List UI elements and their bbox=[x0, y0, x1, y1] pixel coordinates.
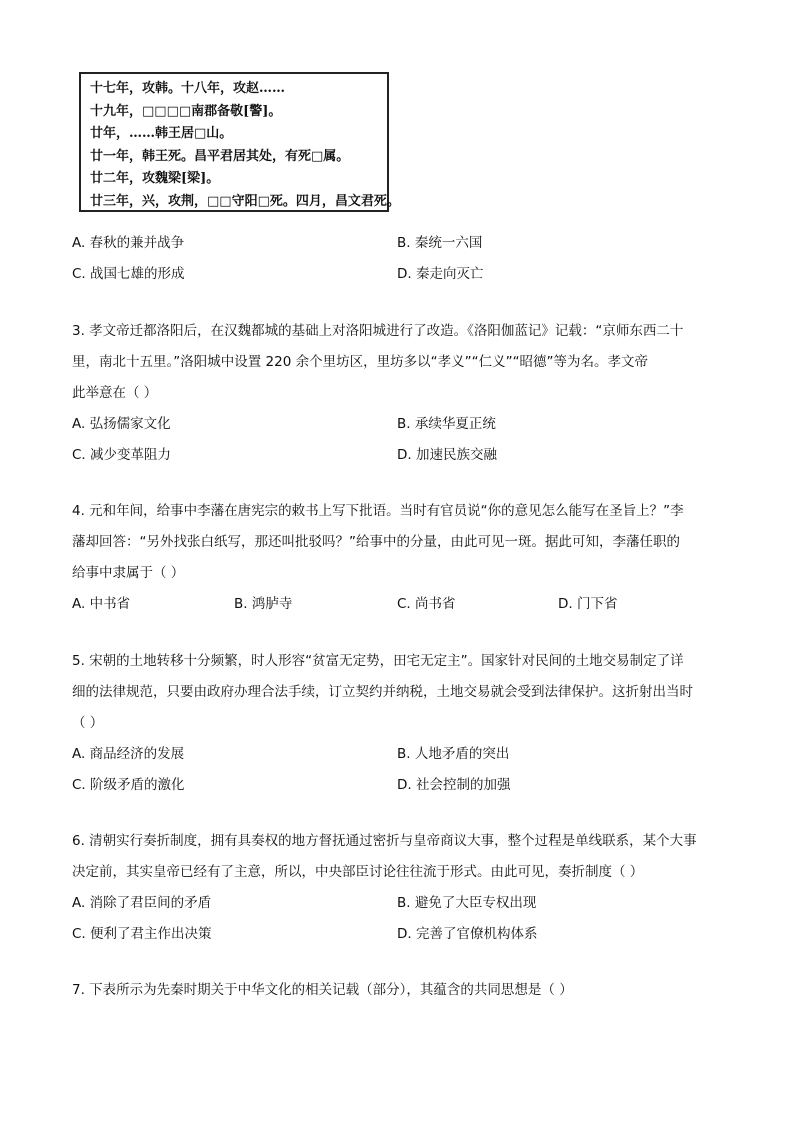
excerpt-line: 廿一年，韩王死。昌平君居其处，有死□属。 bbox=[90, 148, 350, 164]
q4-option-c[interactable]: C. 尚书省 bbox=[397, 596, 456, 612]
q4-option-d[interactable]: D. 门下省 bbox=[558, 596, 618, 612]
q5-stem-line-2: 细的法律规范，只要由政府办理合法手续，订立契约并纳税，土地交易就会受到法律保护。这折射出当时 bbox=[72, 684, 693, 700]
q6-option-b[interactable]: B. 避免了大臣专权出现 bbox=[397, 895, 537, 911]
q4-stem-line-1: 4. 元和年间，给事中李藩在唐宪宗的敕书上写下批语。当时有官员说“你的意见怎么能写在圣旨上？”李 bbox=[72, 503, 684, 519]
q3-option-b[interactable]: B. 承续华夏正统 bbox=[397, 416, 496, 432]
q4-option-a[interactable]: A. 中书省 bbox=[72, 596, 131, 612]
q5-option-b[interactable]: B. 人地矛盾的突出 bbox=[397, 746, 510, 762]
q4-stem-line-3: 给事中隶属于（ ） bbox=[72, 565, 185, 581]
q3-stem-line-1: 3. 孝文帝迁都洛阳后，在汉魏都城的基础上对洛阳城进行了改造。《洛阳伽蓝记》记载：“京师东西二十 bbox=[72, 323, 684, 339]
excerpt-line: 廿二年，攻魏梁[梁]。 bbox=[90, 171, 220, 186]
q3-stem-line-2: 里，南北十五里。”洛阳城中设置 220 余个里坊区，里坊多以“孝义”“仁义”“昭德”等为名。孝文帝 bbox=[72, 354, 649, 370]
excerpt-box bbox=[79, 72, 400, 212]
q2-option-b[interactable]: B. 秦统一六国 bbox=[397, 235, 483, 251]
q3-option-a[interactable]: A. 弘扬儒家文化 bbox=[72, 416, 171, 432]
q5-option-c[interactable]: C. 阶级矛盾的激化 bbox=[72, 777, 185, 793]
q6-stem-line-1: 6. 清朝实行奏折制度，拥有具奏权的地方督抚通过密折与皇帝商议大事，整个过程是单线联系，某个大事 bbox=[72, 833, 697, 849]
q3-stem-line-3: 此举意在（ ） bbox=[72, 385, 158, 401]
q6-stem-line-2: 决定前，其实皇帝已经有了主意，所以，中央部臣讨论往往流于形式。由此可见，奏折制度（ ） bbox=[72, 864, 644, 880]
q2-option-a[interactable]: A. 春秋的兼并战争 bbox=[72, 235, 185, 251]
q2-option-d[interactable]: D. 秦走向灭亡 bbox=[397, 266, 484, 282]
excerpt-line: 十九年，□□□□南郡备敬[警]。 bbox=[90, 103, 282, 119]
q2-option-c[interactable]: C. 战国七雄的形成 bbox=[72, 266, 185, 282]
q6-option-a[interactable]: A. 消除了君臣间的矛盾 bbox=[72, 895, 212, 911]
q5-option-d[interactable]: D. 社会控制的加强 bbox=[397, 777, 511, 793]
q4-stem-line-2: 藩却回答：“另外找张白纸写，那还叫批驳吗？”给事中的分量，由此可见一斑。据此可知，李藩任职的 bbox=[72, 534, 680, 550]
q5-option-a[interactable]: A. 商品经济的发展 bbox=[72, 746, 185, 762]
q6-option-d[interactable]: D. 完善了官僚机构体系 bbox=[397, 926, 538, 942]
q6-option-c[interactable]: C. 便利了君主作出决策 bbox=[72, 926, 212, 942]
q3-option-d[interactable]: D. 加速民族交融 bbox=[397, 447, 497, 463]
q5-stem-line-3: （ ） bbox=[72, 715, 104, 731]
excerpt-line: 廿三年，兴，攻荆，□□守阳□死。四月，昌文君死。 bbox=[90, 193, 400, 209]
q3-option-c[interactable]: C. 减少变革阻力 bbox=[72, 447, 172, 463]
excerpt-line: 十七年，攻韩。十八年，攻赵…… bbox=[90, 81, 286, 96]
excerpt-line: 廿年，……韩王居□山。 bbox=[90, 126, 233, 141]
q5-stem-line-1: 5. 宋朝的土地转移十分频繁，时人形容“贫富无定势，田宅无定主”。国家针对民间的土地交易制定了详 bbox=[72, 653, 684, 669]
q7-stem-line-1: 7. 下表所示为先秦时期关于中华文化的相关记载（部分），其蕴含的共同思想是（ ） bbox=[72, 982, 573, 998]
q4-option-b[interactable]: B. 鸿胪寺 bbox=[234, 596, 293, 612]
